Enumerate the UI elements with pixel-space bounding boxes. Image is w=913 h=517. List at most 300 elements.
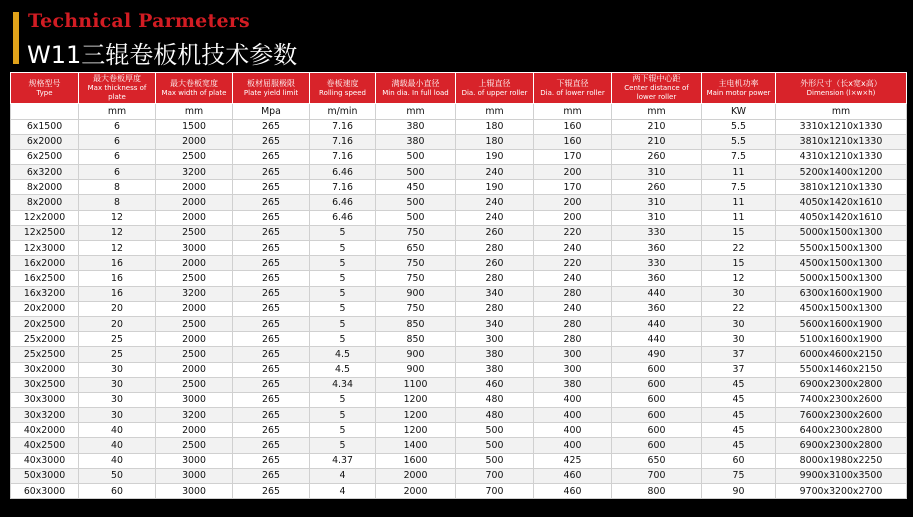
table-cell: 6 [79,134,156,149]
column-header-en: Center distance of lower roller [624,84,689,101]
table-cell: 2000 [156,180,233,195]
table-cell: 265 [233,225,310,240]
table-cell: 5 [310,256,376,271]
model-type-cell: 16x2500 [11,271,79,286]
table-cell: 310 [612,195,702,210]
column-header-en: Main motor power [706,88,771,97]
table-cell: 330 [612,225,702,240]
table-cell: 425 [534,453,612,468]
model-type-cell: 40x2000 [11,423,79,438]
table-cell: 265 [233,271,310,286]
table-cell: 45 [702,408,776,423]
table-cell: 750 [376,225,456,240]
table-cell: 280 [534,316,612,331]
column-header-cn: 外形尺寸（长x宽x高） [800,78,882,88]
column-header-cn: 卷板速度 [326,78,359,88]
table-cell: 310 [612,210,702,225]
table-cell: 7600x2300x2600 [776,408,907,423]
spec-table-body [11,104,907,499]
table-cell: 265 [233,119,310,134]
table-cell: 5 [310,392,376,407]
table-cell: 700 [456,484,534,499]
table-cell: 5200x1400x1200 [776,165,907,180]
table-cell: 280 [534,286,612,301]
column-header-cn: 满载最小直径 [391,78,440,88]
table-cell: 265 [233,392,310,407]
table-row [11,484,907,499]
table-cell: 190 [456,149,534,164]
table-row [11,256,907,271]
table-cell: 400 [534,438,612,453]
table-cell: 7400x2300x2600 [776,392,907,407]
title-accent-bar [13,12,19,64]
table-cell: 440 [612,286,702,301]
table-cell: 30 [79,377,156,392]
table-cell: 750 [376,256,456,271]
table-cell: 265 [233,468,310,483]
table-row [11,149,907,164]
model-type-cell: 60x3000 [11,484,79,499]
table-cell: 5000x1500x1300 [776,225,907,240]
column-header-en: Min dia. In full load [382,88,449,97]
column-header-en: Rolling speed [319,88,366,97]
table-row [11,377,907,392]
table-cell: 1500 [156,119,233,134]
table-cell: 3200 [156,165,233,180]
column-header [534,73,612,104]
table-cell: 4.37 [310,453,376,468]
table-cell: 4500x1500x1300 [776,301,907,316]
table-cell: 4050x1420x1610 [776,195,907,210]
table-cell: 460 [456,377,534,392]
table-cell: 380 [456,347,534,362]
table-cell: 240 [456,210,534,225]
table-cell: 6900x2300x2800 [776,377,907,392]
table-cell: 5500x1460x2150 [776,362,907,377]
table-cell: 37 [702,347,776,362]
table-cell: 3000 [156,241,233,256]
model-type-cell: 12x2500 [11,225,79,240]
table-cell: 7.16 [310,134,376,149]
table-cell: 40 [79,453,156,468]
table-row [11,438,907,453]
table-cell: 260 [456,256,534,271]
model-type-cell: 20x2500 [11,316,79,331]
table-cell: 240 [534,241,612,256]
model-type-cell: 12x2000 [11,210,79,225]
table-row [11,286,907,301]
model-type-cell: 16x2000 [11,256,79,271]
table-cell: 30 [79,392,156,407]
table-cell: 12 [79,210,156,225]
table-cell: 6000x4600x2150 [776,347,907,362]
table-cell: 8 [79,180,156,195]
table-row [11,468,907,483]
unit-cell: mm [534,104,612,120]
table-cell: 5 [310,241,376,256]
table-cell: 300 [534,362,612,377]
table-cell: 265 [233,362,310,377]
table-cell: 240 [456,195,534,210]
table-cell: 260 [612,149,702,164]
column-header [612,73,702,104]
model-type-cell: 6x2000 [11,134,79,149]
column-header [376,73,456,104]
column-header-en: Plate yield limit [243,88,299,97]
unit-cell: mm [776,104,907,120]
table-cell: 1400 [376,438,456,453]
table-cell: 200 [534,165,612,180]
table-cell: 12 [702,271,776,286]
table-cell: 265 [233,134,310,149]
column-header [233,73,310,104]
table-cell: 500 [456,453,534,468]
table-cell: 600 [612,423,702,438]
model-type-cell: 6x2500 [11,149,79,164]
table-cell: 360 [612,241,702,256]
model-type-cell: 30x3000 [11,392,79,407]
column-header [702,73,776,104]
table-cell: 1200 [376,408,456,423]
table-cell: 45 [702,392,776,407]
table-cell: 3200 [156,286,233,301]
table-cell: 265 [233,286,310,301]
table-cell: 7.5 [702,149,776,164]
column-header-cn: 板材屈服极限 [247,78,295,88]
table-cell: 2000 [156,195,233,210]
table-cell: 265 [233,438,310,453]
spec-table [10,72,907,499]
model-type-cell: 30x2000 [11,362,79,377]
table-cell: 265 [233,149,310,164]
column-header-en: Max thickness of plate [87,84,147,101]
table-cell: 22 [702,241,776,256]
unit-cell: Mpa [233,104,310,120]
table-cell: 360 [612,271,702,286]
table-cell: 500 [376,149,456,164]
table-row [11,453,907,468]
table-cell: 700 [612,468,702,483]
table-cell: 400 [534,392,612,407]
unit-cell: m/min [310,104,376,120]
table-cell: 3000 [156,453,233,468]
unit-cell: mm [156,104,233,120]
table-cell: 850 [376,316,456,331]
table-cell: 3310x1210x1330 [776,119,907,134]
table-cell: 280 [456,241,534,256]
table-cell: 2000 [156,423,233,438]
table-cell: 45 [702,438,776,453]
column-header-cn: 两下辊中心距 [632,74,681,83]
title-english: Technical Parmeters [28,10,250,32]
table-cell: 11 [702,210,776,225]
column-header-cn: 下辊直径 [556,78,589,88]
table-cell: 6 [79,119,156,134]
table-cell: 6900x2300x2800 [776,438,907,453]
table-cell: 11 [702,195,776,210]
table-cell: 3000 [156,484,233,499]
column-header-en: Dia. of upper roller [461,88,528,97]
table-cell: 2500 [156,316,233,331]
table-cell: 30 [79,408,156,423]
table-row [11,408,907,423]
table-row [11,134,907,149]
table-cell: 260 [456,225,534,240]
table-cell: 460 [534,468,612,483]
model-type-cell: 16x3200 [11,286,79,301]
table-row [11,119,907,134]
table-cell: 750 [376,301,456,316]
model-type-cell: 8x2000 [11,195,79,210]
table-cell: 3000 [156,468,233,483]
table-cell: 2000 [156,210,233,225]
table-cell: 4.34 [310,377,376,392]
table-cell: 450 [376,180,456,195]
model-type-cell: 6x3200 [11,165,79,180]
table-cell: 220 [534,225,612,240]
table-row [11,301,907,316]
unit-cell: mm [456,104,534,120]
table-cell: 265 [233,241,310,256]
column-header-cn: 规格型号 [28,78,61,88]
table-cell: 2500 [156,225,233,240]
table-cell: 200 [534,210,612,225]
table-cell: 6300x1600x1900 [776,286,907,301]
table-cell: 25 [79,347,156,362]
table-cell: 600 [612,377,702,392]
column-header-en: Type [36,88,53,97]
table-cell: 265 [233,210,310,225]
table-cell: 5 [310,271,376,286]
unit-cell: mm [612,104,702,120]
table-cell: 280 [534,332,612,347]
table-cell: 6 [79,165,156,180]
table-cell: 2000 [376,468,456,483]
table-cell: 5.5 [702,134,776,149]
column-header-en: Max width of plate [161,88,227,97]
table-cell: 440 [612,332,702,347]
table-cell: 5 [310,408,376,423]
table-cell: 4310x1210x1330 [776,149,907,164]
table-cell: 480 [456,392,534,407]
table-cell: 160 [534,134,612,149]
column-header [776,73,907,104]
table-cell: 8 [79,195,156,210]
table-cell: 2000 [156,301,233,316]
table-cell: 6 [79,149,156,164]
table-cell: 500 [376,195,456,210]
model-type-cell: 30x3200 [11,408,79,423]
table-cell: 210 [612,119,702,134]
table-cell: 265 [233,453,310,468]
column-header-en: Dimension (l×w×h) [806,88,876,97]
table-cell: 265 [233,180,310,195]
table-cell: 7.16 [310,119,376,134]
table-cell: 22 [702,301,776,316]
table-cell: 2000 [156,332,233,347]
model-type-cell: 8x2000 [11,180,79,195]
table-cell: 480 [456,408,534,423]
table-cell: 5 [310,316,376,331]
unit-cell: mm [79,104,156,120]
table-cell: 1600 [376,453,456,468]
table-cell: 280 [456,301,534,316]
table-cell: 4500x1500x1300 [776,256,907,271]
model-type-cell: 25x2000 [11,332,79,347]
model-type-cell: 40x2500 [11,438,79,453]
table-cell: 4050x1420x1610 [776,210,907,225]
table-cell: 240 [534,271,612,286]
table-cell: 50 [79,468,156,483]
table-cell: 170 [534,149,612,164]
table-cell: 9700x3200x2700 [776,484,907,499]
table-cell: 30 [79,362,156,377]
table-cell: 11 [702,165,776,180]
table-cell: 5 [310,332,376,347]
table-cell: 4.5 [310,362,376,377]
table-cell: 2500 [156,377,233,392]
table-cell: 20 [79,316,156,331]
table-cell: 7.5 [702,180,776,195]
table-cell: 12 [79,241,156,256]
model-type-cell: 40x3000 [11,453,79,468]
table-cell: 60 [79,484,156,499]
table-cell: 5600x1600x1900 [776,316,907,331]
table-row [11,392,907,407]
table-cell: 500 [376,210,456,225]
table-cell: 30 [702,332,776,347]
table-cell: 7.16 [310,149,376,164]
table-cell: 2000 [156,256,233,271]
table-cell: 650 [612,453,702,468]
table-cell: 3200 [156,408,233,423]
table-cell: 2000 [376,484,456,499]
unit-cell [11,104,79,120]
table-cell: 1200 [376,423,456,438]
table-row [11,210,907,225]
table-cell: 25 [79,332,156,347]
table-cell: 400 [534,423,612,438]
title-chinese: W11三辊卷板机技术参数 [27,41,298,69]
table-cell: 4.5 [310,347,376,362]
table-cell: 400 [534,408,612,423]
table-cell: 12 [79,225,156,240]
table-cell: 460 [534,484,612,499]
model-type-cell: 6x1500 [11,119,79,134]
table-row [11,423,907,438]
table-cell: 30 [702,286,776,301]
table-cell: 330 [612,256,702,271]
table-cell: 850 [376,332,456,347]
table-cell: 1200 [376,392,456,407]
table-cell: 200 [534,195,612,210]
table-cell: 4 [310,484,376,499]
table-cell: 2000 [156,362,233,377]
table-cell: 5 [310,225,376,240]
table-row [11,180,907,195]
table-cell: 300 [456,332,534,347]
table-cell: 7.16 [310,180,376,195]
column-header-cn: 最大卷板宽度 [170,78,218,88]
table-cell: 600 [612,362,702,377]
model-type-cell: 50x3000 [11,468,79,483]
table-cell: 310 [612,165,702,180]
table-cell: 45 [702,423,776,438]
table-cell: 45 [702,377,776,392]
table-cell: 9900x3100x3500 [776,468,907,483]
table-cell: 340 [456,316,534,331]
table-cell: 440 [612,316,702,331]
table-cell: 30 [702,316,776,331]
table-cell: 490 [612,347,702,362]
table-row [11,241,907,256]
table-cell: 6.46 [310,210,376,225]
column-header-cn: 最大卷板厚度 [93,74,141,83]
table-cell: 380 [456,362,534,377]
table-row [11,362,907,377]
table-cell: 500 [376,165,456,180]
table-cell: 16 [79,286,156,301]
table-cell: 60 [702,453,776,468]
table-cell: 37 [702,362,776,377]
table-cell: 380 [376,134,456,149]
table-cell: 5 [310,438,376,453]
unit-cell: KW [702,104,776,120]
table-cell: 265 [233,377,310,392]
table-cell: 265 [233,347,310,362]
table-row [11,332,907,347]
table-cell: 180 [456,119,534,134]
table-row [11,316,907,331]
table-row [11,195,907,210]
column-header [456,73,534,104]
table-cell: 75 [702,468,776,483]
table-cell: 20 [79,301,156,316]
table-cell: 3810x1210x1330 [776,134,907,149]
table-cell: 6.46 [310,195,376,210]
table-cell: 4 [310,468,376,483]
table-cell: 240 [456,165,534,180]
table-cell: 5500x1500x1300 [776,241,907,256]
model-type-cell: 12x3000 [11,241,79,256]
table-cell: 5 [310,423,376,438]
table-cell: 6.46 [310,165,376,180]
column-header [156,73,233,104]
table-cell: 8000x1980x2250 [776,453,907,468]
column-header [310,73,376,104]
table-cell: 260 [612,180,702,195]
table-cell: 265 [233,195,310,210]
table-cell: 2000 [156,134,233,149]
table-cell: 600 [612,392,702,407]
table-cell: 5 [310,286,376,301]
column-header-en: Dia. of lower roller [540,88,605,97]
table-cell: 265 [233,256,310,271]
table-cell: 2500 [156,438,233,453]
table-cell: 900 [376,347,456,362]
table-cell: 5000x1500x1300 [776,271,907,286]
table-cell: 600 [612,438,702,453]
model-type-cell: 25x2500 [11,347,79,362]
table-cell: 3810x1210x1330 [776,180,907,195]
table-cell: 650 [376,241,456,256]
table-cell: 40 [79,438,156,453]
spec-table-header [11,73,907,104]
table-cell: 180 [456,134,534,149]
table-cell: 210 [612,134,702,149]
table-cell: 5.5 [702,119,776,134]
table-cell: 265 [233,332,310,347]
